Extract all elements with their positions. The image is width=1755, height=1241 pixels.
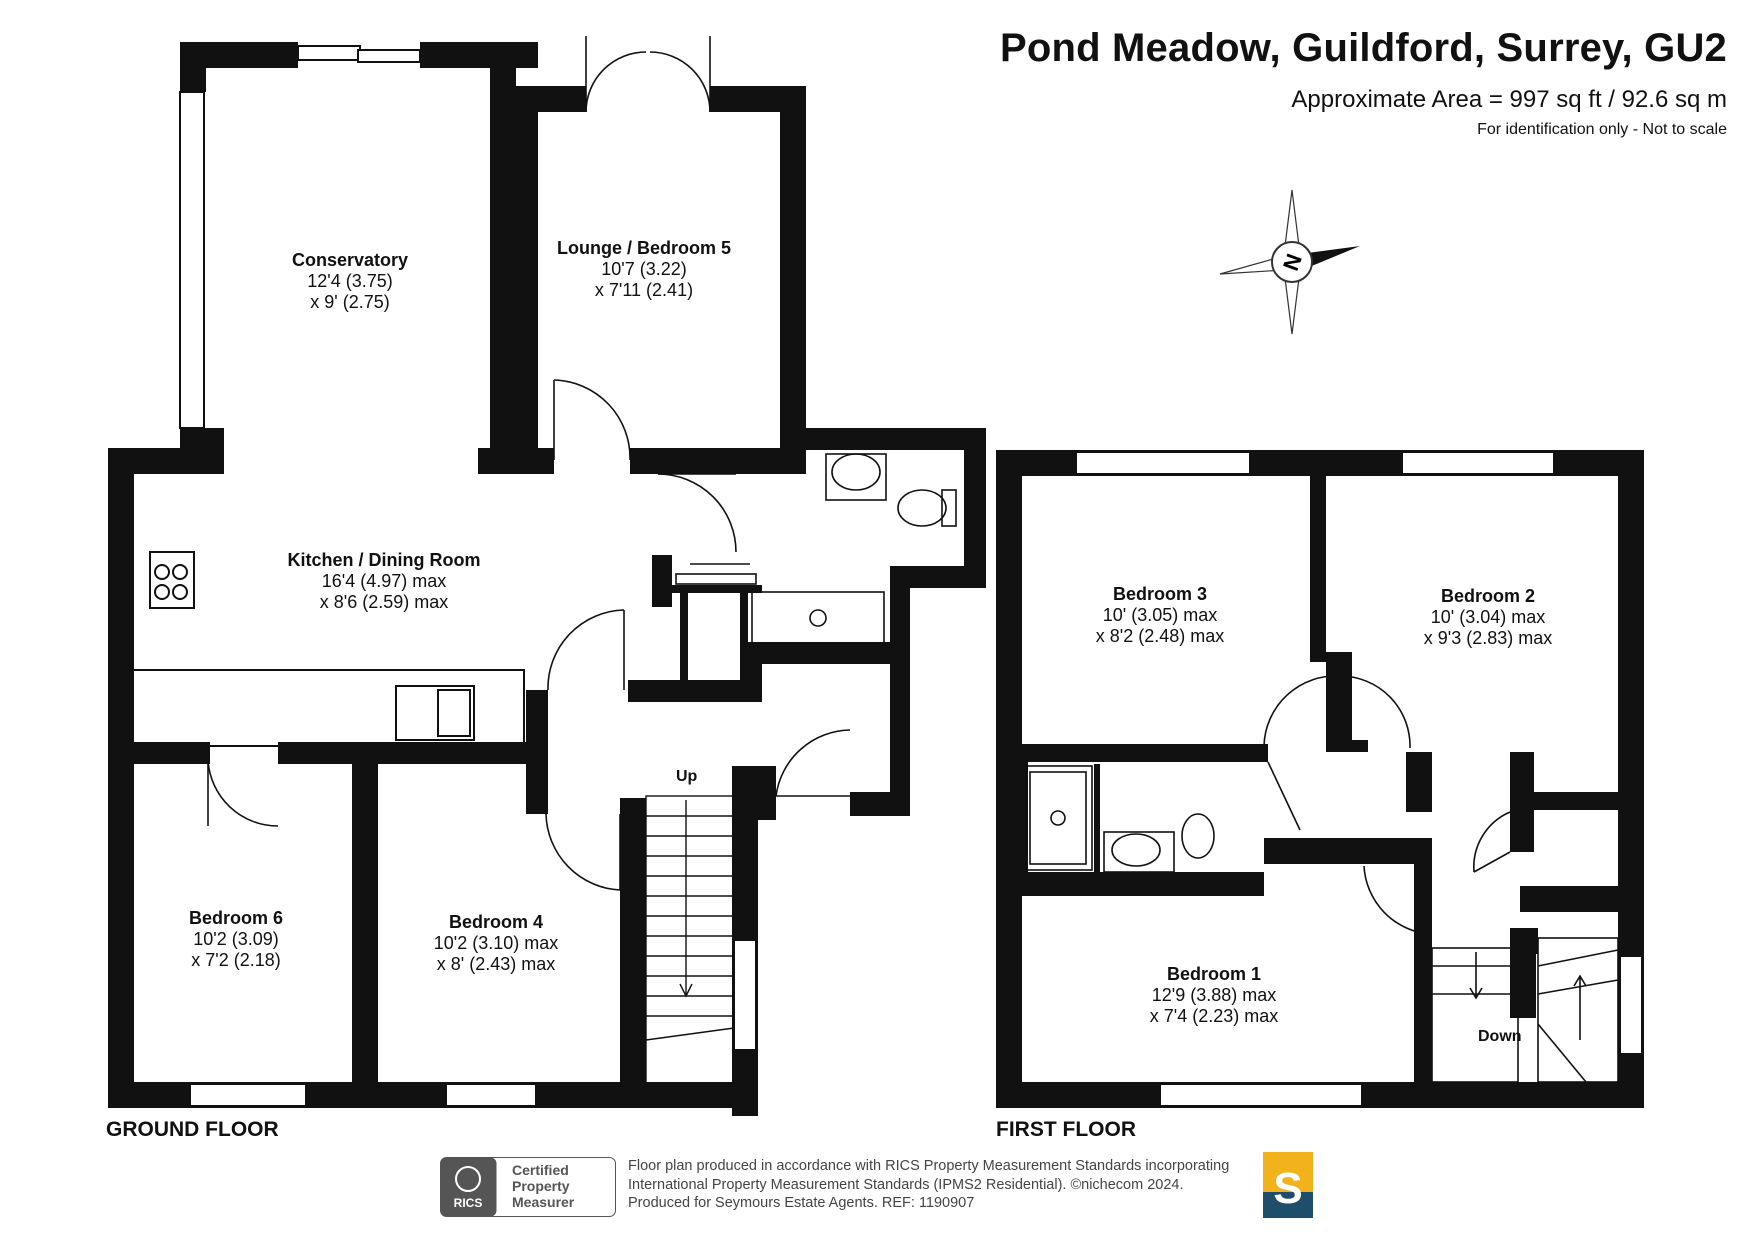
room-name: Bedroom 3 xyxy=(1112,584,1208,604)
ground-floor-label: GROUND FLOOR xyxy=(106,1118,279,1141)
credit-line: Produced for Seymours Estate Agents. REF: 1190907 xyxy=(628,1195,975,1211)
room-dimension: 12'4 (3.75) xyxy=(307,271,393,291)
room-name: Bedroom 1 xyxy=(1166,964,1262,984)
room-name: Bedroom 6 xyxy=(188,908,284,928)
stairs-up-label: Up xyxy=(676,768,698,785)
room-label-bedroom-3 xyxy=(1096,584,1225,647)
room-name: Bedroom 2 xyxy=(1440,586,1536,606)
room-dimension: 10'7 (3.22) xyxy=(601,259,687,279)
room-dimension: x 7'11 (2.41) xyxy=(594,280,694,300)
room-label-conservatory xyxy=(292,250,408,313)
compass-rose-icon xyxy=(1220,190,1360,334)
room-dimension: x 9' (2.75) xyxy=(310,292,390,312)
property-title: Pond Meadow, Guildford, Surrey, GU2 xyxy=(999,26,1727,70)
credit-line: Floor plan produced in accordance with RICS Property Measurement Standards incorporating xyxy=(628,1158,1230,1174)
room-dimension: 16'4 (4.97) max xyxy=(321,571,447,591)
approximate-area: Approximate Area = 997 sq ft / 92.6 sq m xyxy=(1291,86,1727,113)
room-label-bedroom-2 xyxy=(1424,586,1553,649)
badge-line: Measurer xyxy=(512,1194,575,1210)
room-dimension: x 9'3 (2.83) max xyxy=(1423,628,1553,648)
room-label-bedroom-1 xyxy=(1150,964,1279,1027)
first-floor-label: FIRST FLOOR xyxy=(996,1118,1136,1141)
room-dimension: x 7'2 (2.18) xyxy=(191,950,281,970)
room-name: Lounge / Bedroom 5 xyxy=(556,238,732,258)
room-dimension: 10'2 (3.10) max xyxy=(433,933,559,953)
room-label-lounge-bedroom-5 xyxy=(557,238,731,301)
room-label-bedroom-6 xyxy=(189,908,283,971)
room-dimension: x 8' (2.43) max xyxy=(436,954,556,974)
seymours-logo xyxy=(1263,1152,1313,1218)
compass-north-letter: N xyxy=(1278,250,1307,274)
ground-floor-stairs xyxy=(646,796,734,1086)
stairs-down-label: Down xyxy=(1478,1028,1522,1045)
badge-line: Certified xyxy=(512,1162,569,1178)
disclaimer: For identification only - Not to scale xyxy=(1477,121,1727,138)
rics-certified-badge xyxy=(440,1157,616,1217)
room-dimension: 10' (3.04) max xyxy=(1430,607,1546,627)
credit-line: International Property Measurement Standards (IPMS2 Residential). ©nichecom 2024. xyxy=(628,1176,1184,1193)
badge-line: Property xyxy=(512,1178,570,1194)
first-floor-walls xyxy=(996,450,1644,1108)
rics-org-text: RICS xyxy=(453,1196,483,1210)
room-dimension: 12'9 (3.88) max xyxy=(1151,985,1277,1005)
agent-logo-letter: S xyxy=(1273,1164,1303,1213)
room-dimension: x 7'4 (2.23) max xyxy=(1149,1006,1279,1026)
room-dimension: x 8'6 (2.59) max xyxy=(319,592,449,612)
room-label-kitchen-dining-room xyxy=(288,550,481,613)
room-dimension: 10'2 (3.09) xyxy=(193,929,279,949)
room-dimension: 10' (3.05) max xyxy=(1102,605,1218,625)
room-name: Bedroom 4 xyxy=(448,912,544,932)
room-name: Kitchen / Dining Room xyxy=(287,550,481,570)
room-dimension: x 8'2 (2.48) max xyxy=(1095,626,1225,646)
room-label-bedroom-4 xyxy=(434,912,559,975)
credit-text xyxy=(628,1157,1229,1213)
room-name: Conservatory xyxy=(291,250,409,270)
